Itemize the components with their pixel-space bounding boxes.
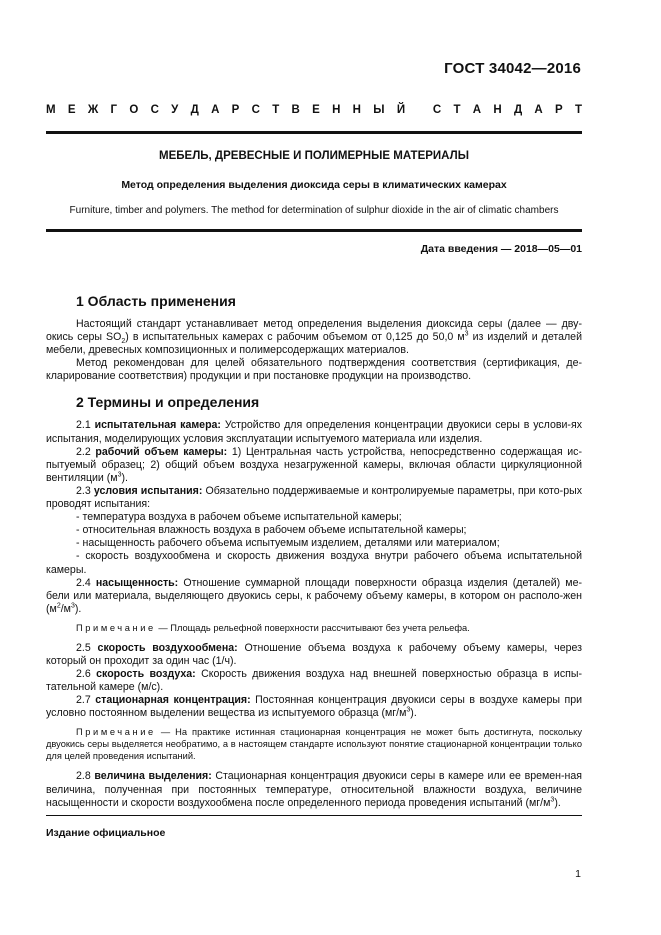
banner-letter: Д xyxy=(190,104,199,116)
introduction-date: Дата введения — 2018—05—01 xyxy=(420,243,582,255)
banner-letter: Д xyxy=(513,104,523,116)
banner-letter: Ы xyxy=(373,104,385,116)
page-number: 1 xyxy=(575,868,581,880)
term-2-4: 2.4 насыщенность: Отношение суммарной площади поверхности образца изделия (деталей) ме-бели или материала, выделяющего двуокись серы, к рабочему объему камеры, в котором он располо-жен $(м^2/м^3)$. xyxy=(46,576,583,615)
banner-letter: Н xyxy=(493,104,502,116)
banner-letter: Е xyxy=(67,104,76,116)
banner-letter: Р xyxy=(231,104,240,116)
test-conditions-list xyxy=(46,511,582,576)
banner-letter: Н xyxy=(352,104,361,116)
document-body xyxy=(46,292,582,810)
gost-number: ГОСТ 34042—2016 xyxy=(444,60,581,77)
header-rule-bottom xyxy=(46,229,582,232)
banner-letter: Т xyxy=(272,104,280,116)
section-1-paragraph-2: Метод рекомендован для целей обязательного подтверждения соответствия (сертификация, де-кларирование соответствия) продукции и при постановке продукции на производство. xyxy=(46,357,582,383)
list-item: - насыщенность рабочего объема испытуемым изделием, деталями или материалом; xyxy=(76,537,500,550)
banner-letter: Т xyxy=(453,104,461,116)
interstate-standard-banner xyxy=(46,104,582,116)
section-1-heading: 1 Область применения xyxy=(76,293,236,309)
banner-letter: А xyxy=(534,104,543,116)
list-item: - температура воздуха в рабочем объеме испытательной камеры; xyxy=(76,511,402,524)
banner-letter: Й xyxy=(396,104,406,116)
section-1-paragraph-1: Настоящий стандарт устанавливает метод определения выделения диоксида серы (далее — дву-окись серы $SO_2$) в испытательных камерах с рабочим объемом от 0,125 до 50,0 $м^3$ из изделий и деталей мебели, древесных композиционных и полимерсодержащих материалов. xyxy=(46,318,582,357)
banner-letter: С xyxy=(432,104,442,116)
list-item: - относительная влажность воздуха в рабочем объеме испытательной камеры; xyxy=(76,524,467,537)
term-2-5: 2.5 скорость воздухообмена: Отношение объема воздуха к рабочему объему камеры, через который он проходит за один час (1/ч). xyxy=(46,641,582,667)
document-subtitle: Метод определения выделения диоксида серы в климатических камерах xyxy=(121,179,507,191)
banner-letter: О xyxy=(129,104,139,116)
banner-letter: Г xyxy=(110,104,118,116)
note-2: Примечание — На практике истинная стационарная концентрация не может быть достигнута, поскольку двуокись серы выделяется необратимо, а в настоящем стандарте используют понятие стационарной концентрации только для целей проведения испытаний. xyxy=(46,727,582,762)
term-2-8: 2.8 величина выделения: Стационарная концентрация двуокиси серы в камере или ее времен-ная величина, полученная при постоянных температуре, относительной влажности воздуха, величине насыщенности и скорости воздухообмена после определенного периода проведения испытаний $(мг/м^3)$. xyxy=(46,770,583,809)
banner-letter: С xyxy=(150,104,159,116)
banner-letter: Е xyxy=(312,104,320,116)
banner-letter: Н xyxy=(332,104,341,116)
banner-letter: А xyxy=(211,104,220,116)
banner-letter: Ж xyxy=(87,104,99,116)
section-2-heading: 2 Термины и определения xyxy=(76,394,260,411)
banner-letter: У xyxy=(171,104,179,116)
banner-letter: В xyxy=(291,104,300,116)
note-1: Примечание — Площадь рельефной поверхности рассчитывают без учета рельефа. xyxy=(76,622,470,633)
banner-letter: С xyxy=(251,104,260,116)
banner-gap xyxy=(417,104,420,116)
banner-letter: Р xyxy=(555,104,563,116)
banner-letter: Т xyxy=(574,104,582,116)
banner-letter: А xyxy=(472,104,482,116)
official-edition-label: Издание официальное xyxy=(46,827,166,839)
term-2-7: 2.7 стационарная концентрация: Постоянная концентрация двуокиси серы в воздухе камеры при условно постоянном выделении вещества из испытуемого образца $(мг/м^3)$. xyxy=(46,694,583,720)
term-2-2: 2.2 рабочий объем камеры: 1) Центральная часть устройства, непосредственно содержащая ис-пытуемый образец; 2) общий объем воздуха незагруженной камеры, включая области циркуляционной вентиляции $(м^3)$. xyxy=(46,445,582,484)
document-title-english: Furniture, timber and polymers. The method for determination of sulphur dioxide in the air of climatic chambers xyxy=(69,205,559,216)
banner-letter: М xyxy=(46,104,56,116)
term-2-3: 2.3 условия испытания: Обязательно поддерживаемые и контролируемые параметры, при кото-рых проводят испытания: xyxy=(46,484,583,511)
header-rule-top xyxy=(46,131,582,134)
footer-rule xyxy=(46,815,582,816)
document-title: МЕБЕЛЬ, ДРЕВЕСНЫЕ И ПОЛИМЕРНЫЕ МАТЕРИАЛЫ xyxy=(159,150,469,162)
term-2-1: 2.1 испытательная камера: Устройство для определения концентрации двуокиси серы в услови-ях испытания, моделирующих условия эксплуатации испытуемого материала или изделия. xyxy=(46,419,582,445)
list-item: - скорость воздухообмена и скорость движения воздуха внутри рабочего объема испытательной камеры. xyxy=(46,550,582,576)
term-2-6: 2.6 скорость воздуха: Скорость движения воздуха над внешней поверхностью образца в испы-тательной камере (м/с). xyxy=(46,668,582,694)
